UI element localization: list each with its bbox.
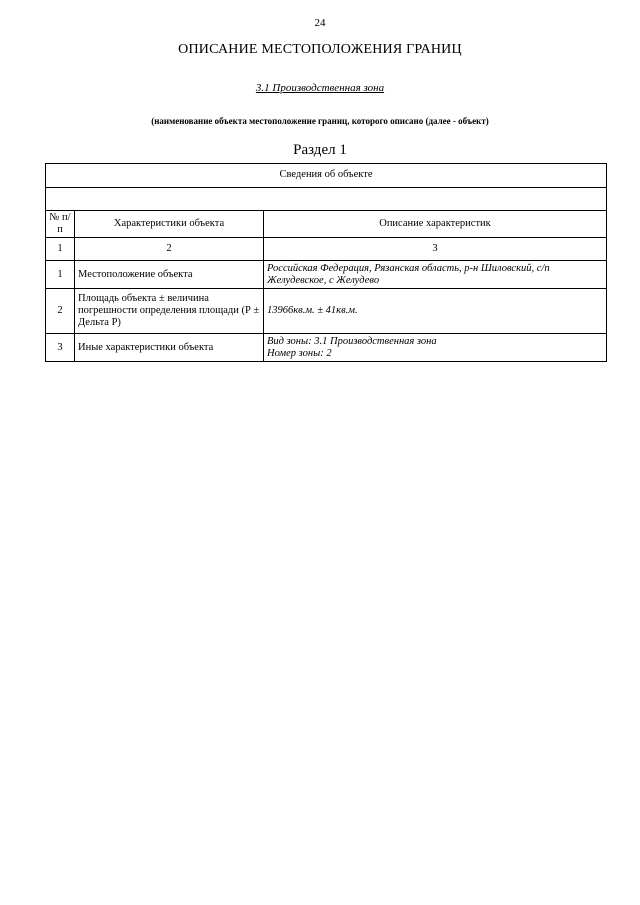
row-description: 13966кв.м. ± 41кв.м. (264, 289, 607, 334)
index-cell: 2 (75, 238, 264, 261)
object-info-table (45, 163, 607, 362)
table-caption-row (46, 164, 607, 188)
row-characteristic: Иные характеристики объекта (75, 334, 264, 362)
zone-type-line: Вид зоны: 3.1 Производственная зона (267, 335, 437, 347)
header-description: Описание характеристик (264, 211, 607, 238)
row-characteristic: Местоположение объекта (75, 261, 264, 289)
index-cell: 1 (46, 238, 75, 261)
empty-cell (46, 188, 607, 211)
row-num: 3 (46, 334, 75, 362)
object-name-text: 3.1 Производственная зона (255, 82, 385, 94)
object-name (0, 82, 640, 94)
header-characteristic: Характеристики объекта (75, 211, 264, 238)
table-row (46, 334, 607, 362)
index-cell: 3 (264, 238, 607, 261)
object-caption: (наименование объекта местоположение границ, которого описано (далее - объект) (151, 116, 489, 126)
table-caption: Сведения об объекте (46, 164, 607, 188)
section-title: Раздел 1 (293, 142, 347, 158)
table-row (46, 289, 607, 334)
table-row (46, 261, 607, 289)
row-num: 2 (46, 289, 75, 334)
table-index-row (46, 238, 607, 261)
table-header-row (46, 211, 607, 238)
table-empty-row (46, 188, 607, 211)
page-number: 24 (314, 17, 326, 29)
document-title: ОПИСАНИЕ МЕСТОПОЛОЖЕНИЯ ГРАНИЦ (178, 42, 462, 57)
row-description (264, 334, 607, 362)
header-num: № п/п (46, 211, 75, 238)
row-characteristic: Площадь объекта ± величина погрешности определения площади (Р ± Дельта Р) (75, 289, 264, 334)
zone-number-line: Номер зоны: 2 (267, 347, 332, 359)
row-num: 1 (46, 261, 75, 289)
row-description: Российская Федерация, Рязанская область, р-н Шиловский, с/п Желудевское, с Желудево (264, 261, 607, 289)
